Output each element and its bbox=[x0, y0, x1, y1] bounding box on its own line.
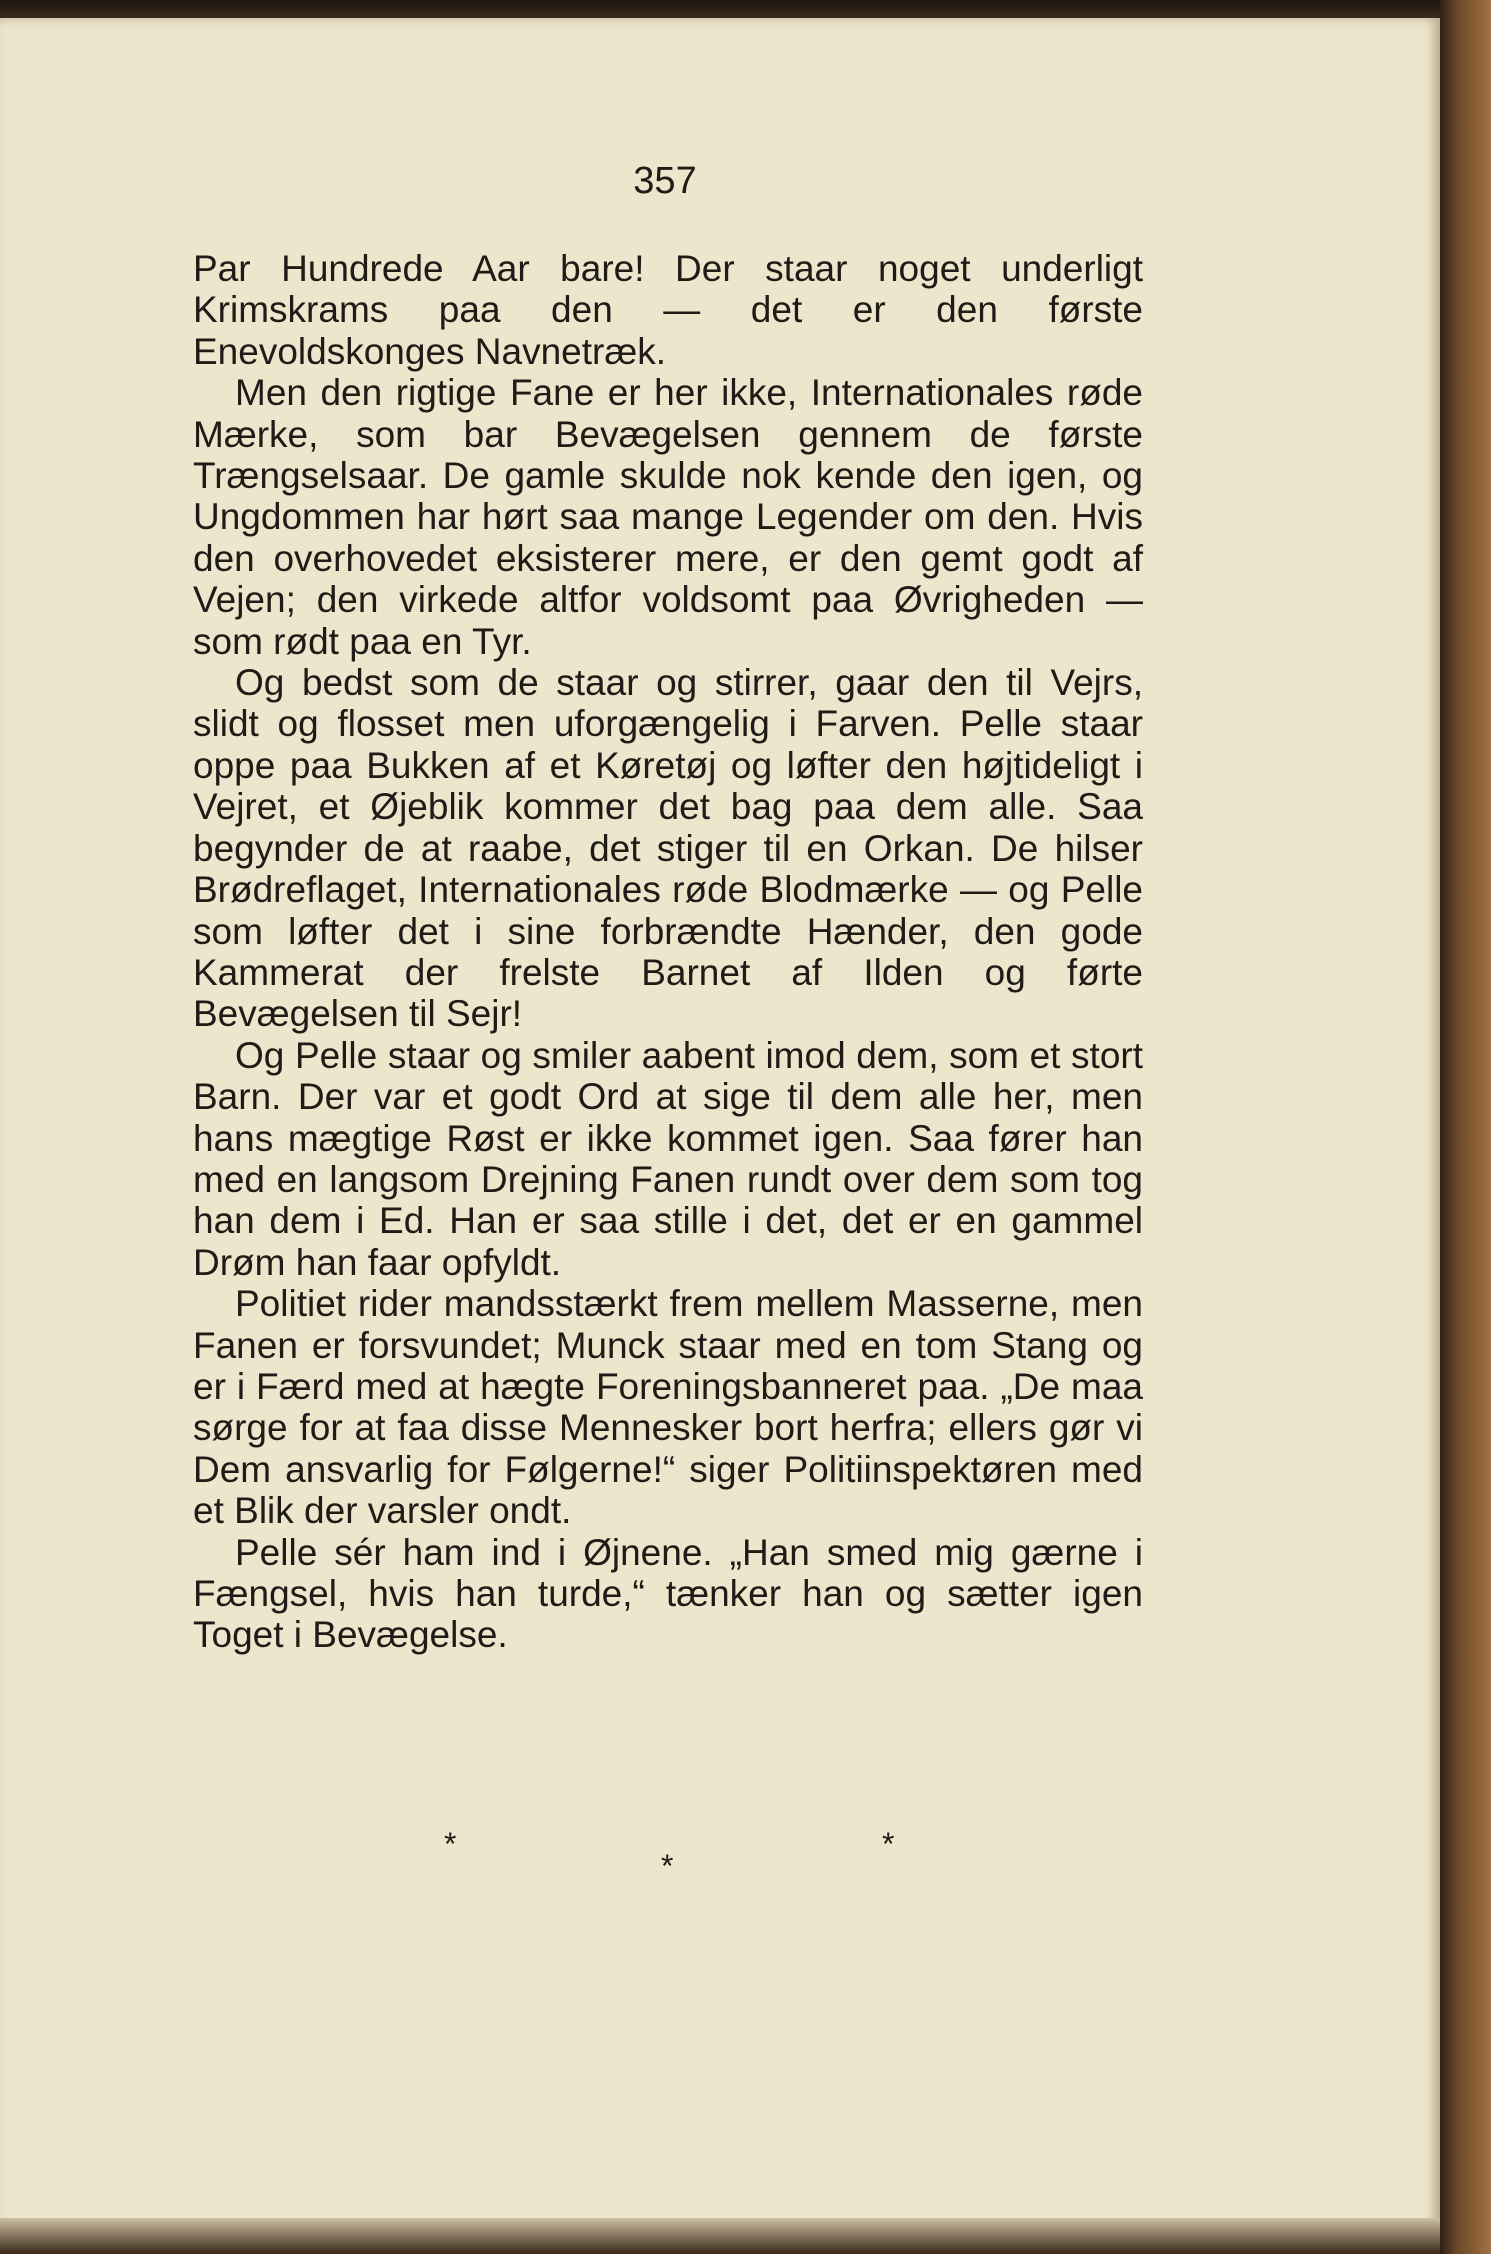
paragraph: Par Hundrede Aar bare! Der staar noget underligt Krimskrams paa den — det er den første Enevoldskonges Navnetræk. bbox=[193, 248, 1143, 372]
book-binding-edge bbox=[1440, 0, 1491, 2254]
body-text bbox=[193, 248, 1143, 1656]
asterisk: * bbox=[444, 1826, 457, 1862]
asterisk: * bbox=[882, 1826, 895, 1862]
paragraph: Og Pelle staar og smiler aabent imod dem, som et stort Barn. Der var et godt Ord at sige til dem alle her, men hans mægtige Røst er ikke kommet igen. Saa fører han med en langsom Drejning Fanen rundt over dem som tog han dem i Ed. Han er saa stille i det, det er en gammel Drøm han faar opfyldt. bbox=[193, 1034, 1143, 1283]
page-number: 357 bbox=[633, 160, 697, 202]
asterisk: * bbox=[661, 1848, 674, 1884]
paragraph: Pelle sér ham ind i Øjnene. „Han smed mig gærne i Fængsel, hvis han turde,“ tænker han og sætter igen Toget i Bevægelse. bbox=[193, 1531, 1143, 1656]
section-break-asterism bbox=[0, 1826, 1440, 1906]
page-top-edge bbox=[0, 0, 1491, 18]
page-bottom-edge bbox=[0, 2218, 1440, 2254]
paragraph: Og bedst som de staar og stirrer, gaar den til Vejrs, slidt og flosset men uforgængelig i Farven. Pelle staar oppe paa Bukken af et Køretøj og løfter den højtideligt i Vejret, et Øjeblik kommer det bag paa dem alle. Saa begynder de at raabe, det stiger til en Orkan. De hilser Brødreflaget, Internationales røde Blodmærke — og Pelle som løfter det i sine forbrændte Hænder, den gode Kammerat der frelste Barnet af Ilden og førte Bevægelsen til Sejr! bbox=[193, 662, 1143, 1035]
paragraph: Men den rigtige Fane er her ikke, Internationales røde Mærke, som bar Bevægelsen gennem de første Trængselsaar. De gamle skulde nok kende den igen, og Ungdommen har hørt saa mange Legender om den. Hvis den overhovedet eksisterer mere, er den gemt godt af Vejen; den virkede altfor voldsomt paa Øvrigheden — som rødt paa en Tyr. bbox=[193, 372, 1143, 662]
paragraph: Politiet rider mandsstærkt frem mellem Masserne, men Fanen er forsvundet; Munck staar med en tom Stang og er i Færd med at hægte Foreningsbanneret paa. „De maa sørge for at faa disse Mennesker bort herfra; ellers gør vi Dem ansvarlig for Følgerne!“ siger Politiinspektøren med et Blik der varsler ondt. bbox=[193, 1283, 1143, 1532]
